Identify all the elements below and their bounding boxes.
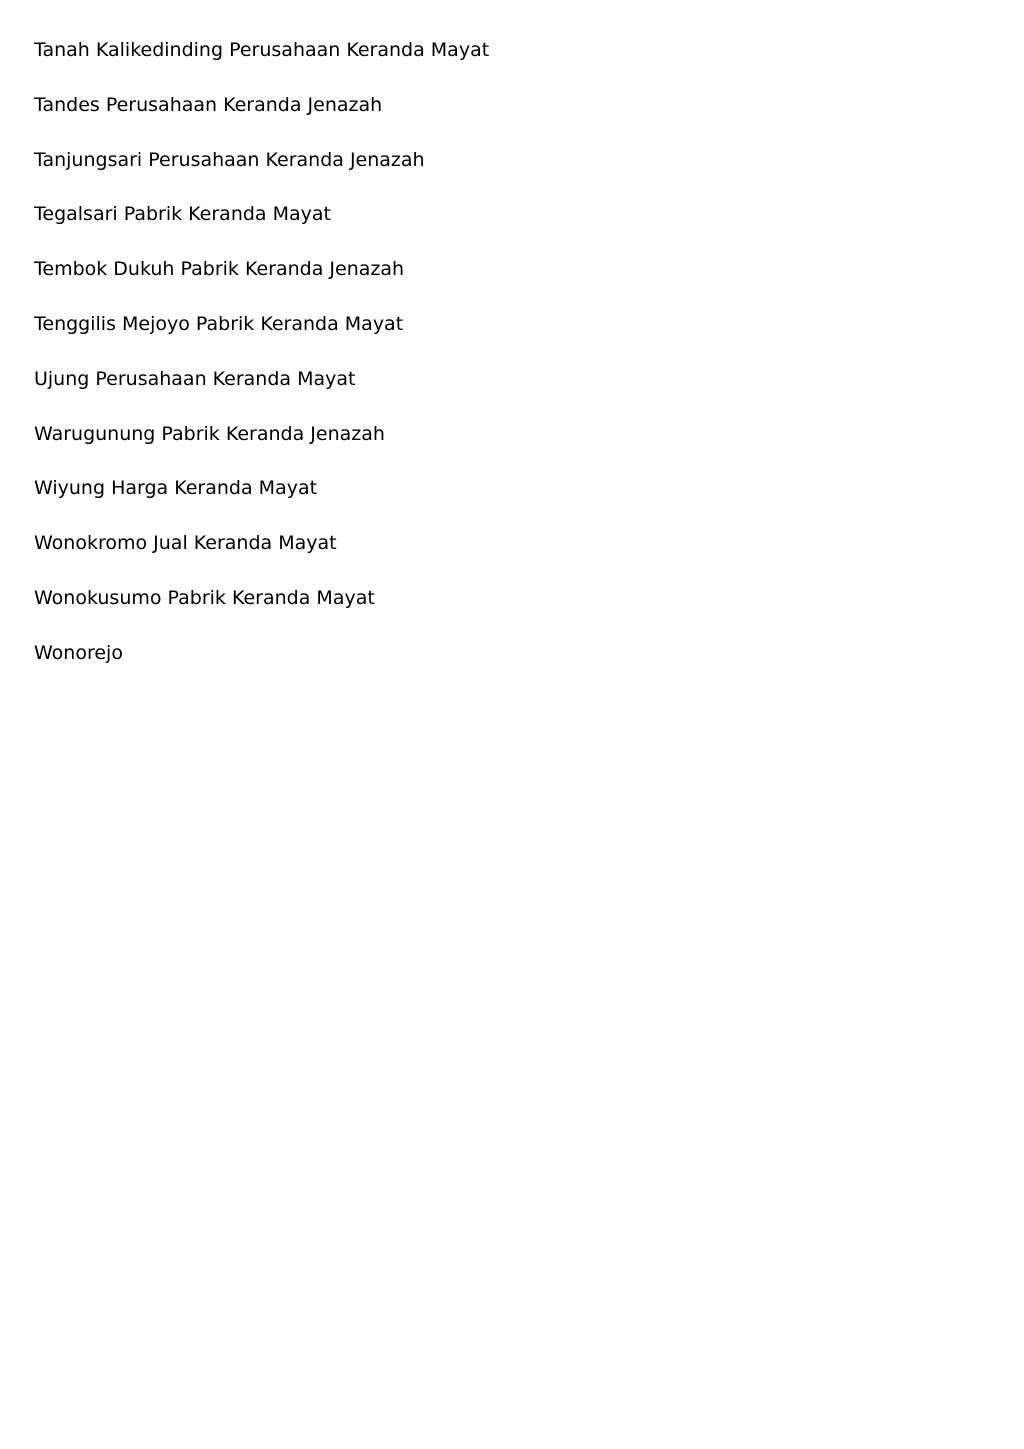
list-item: Tenggilis Mejoyo Pabrik Keranda Mayat [34, 312, 404, 335]
list-item: Wonorejo [34, 641, 123, 664]
location-list [34, 37, 489, 695]
list-item: Warugunung Pabrik Keranda Jenazah [34, 422, 385, 445]
list-item: Tandes Perusahaan Keranda Jenazah [34, 93, 383, 116]
list-item: Wonokromo Jual Keranda Mayat [34, 532, 337, 555]
list-item: Wiyung Harga Keranda Mayat [34, 477, 318, 500]
list-item: Wonokusumo Pabrik Keranda Mayat [34, 586, 375, 609]
list-item: Ujung Perusahaan Keranda Mayat [34, 367, 356, 390]
list-item: Tembok Dukuh Pabrik Keranda Jenazah [34, 258, 405, 281]
list-item: Tanjungsari Perusahaan Keranda Jenazah [34, 148, 425, 171]
list-item: Tanah Kalikedinding Perusahaan Keranda Mayat [34, 39, 490, 61]
list-item: Tegalsari Pabrik Keranda Mayat [34, 203, 331, 226]
